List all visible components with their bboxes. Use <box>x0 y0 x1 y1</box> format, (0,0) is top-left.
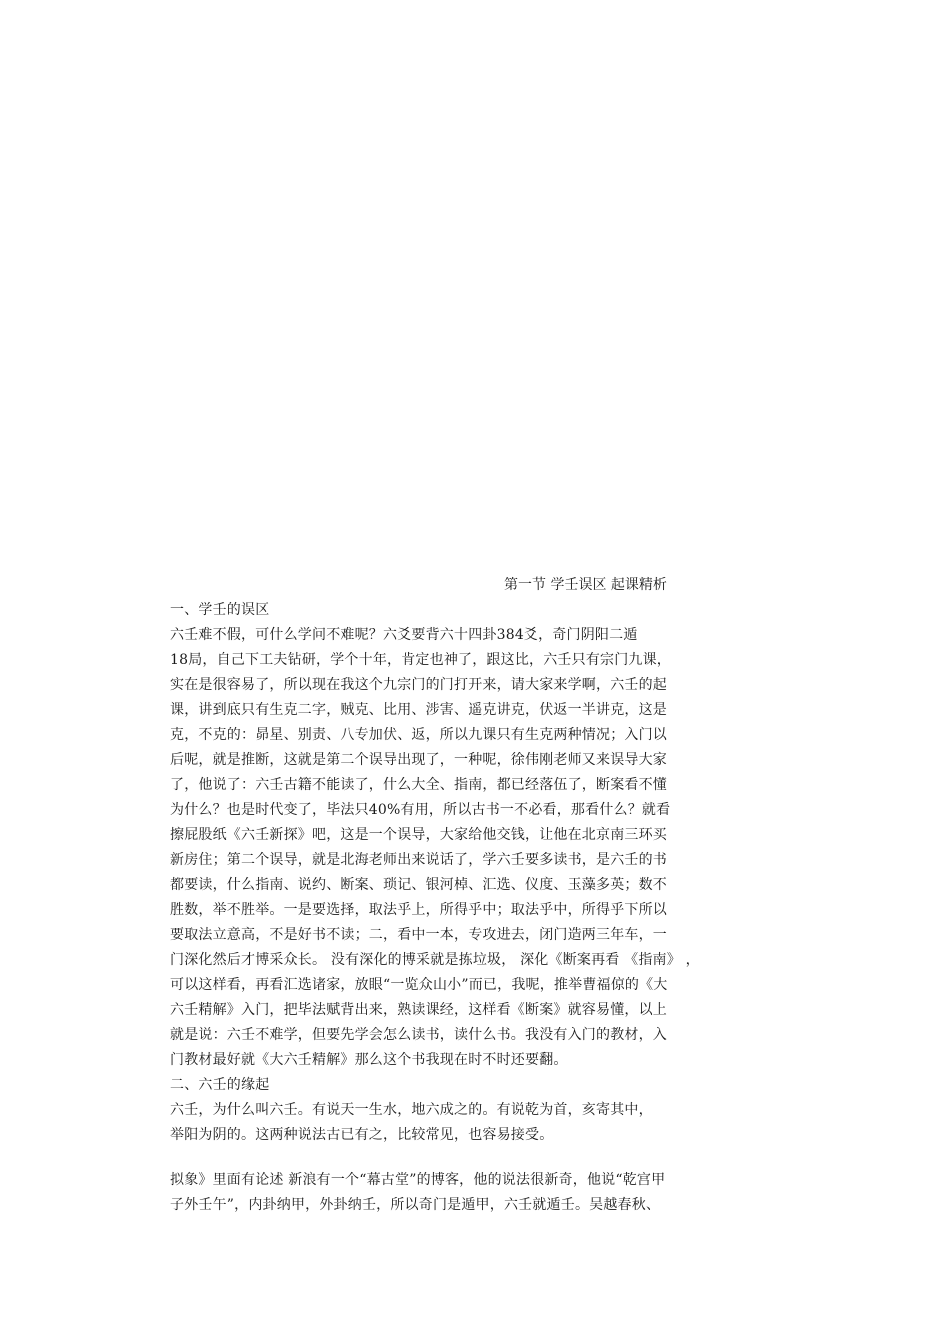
text-line: 要取法立意高，不是好书不读；二，看中一本，专攻进去，闭门造两三年车，一 <box>170 927 667 943</box>
text-line: 就是说：六壬不难学，但要先学会怎么读书，读什么书。我没有入门的教材，入 <box>170 1027 667 1043</box>
text-line: 子外壬午”，内卦纳甲，外卦纳壬，所以奇门是遁甲，六壬就遁壬。吴越春秋、 <box>170 1197 661 1213</box>
text-line: 后呢，就是推断，这就是第二个误导出现了，一种呢，徐伟刚老师又来误导大家 <box>170 752 667 768</box>
body-text-block-continued <box>170 1168 710 1218</box>
text-line: 门教材最好就《大六壬精解》那么这个书我现在时不时还要翻。 <box>170 1052 568 1068</box>
text-line: 门深化然后才博采众长。 没有深化的博采就是拣垃圾， 深化《断案再看 《指南》 ， <box>170 952 700 968</box>
text-line: 胜数，举不胜举。一是要选择，取法乎上，所得乎中；取法乎中，所得乎下所以 <box>170 902 667 918</box>
text-line: 拟象》里面有论述 新浪有一个“幕古堂”的博客，他的说法很新奇，他说“乾宫甲 <box>170 1172 666 1188</box>
text-line: 六壬精解》入门，把毕法赋背出来，熟读课经，这样看《断案》就容易懂，以上 <box>170 1002 667 1018</box>
text-line: 课，讲到底只有生克二字，贼克、比用、涉害、遥克讲克，伏返一半讲克，这是 <box>170 702 667 718</box>
text-line: 六壬难不假，可什么学问不难呢？六爻要背六十四卦384爻，奇门阴阳二遁 <box>170 627 638 643</box>
text-line: 18局，自己下工夫钻研，学个十年，肯定也神了，跟这比，六壬只有宗门九课， <box>170 652 672 668</box>
body-text-block <box>170 598 710 1148</box>
text-line: 为什么？也是时代变了，毕法只40%有用，所以古书一不必看，那看什么？就看 <box>170 802 671 818</box>
text-line: 了，他说了：六壬古籍不能读了，什么大全、指南，都已经落伍了，断案看不懂 <box>170 777 667 793</box>
text-line: 克，不克的：昴星、别责、八专加伏、返，所以九课只有生克两种情况；入门以 <box>170 727 667 743</box>
text-line: 擦屁股纸《六壬新探》吧，这是一个误导，大家给他交钱，让他在北京南三环买 <box>170 827 667 843</box>
text-line: 二、六壬的缘起 <box>170 1077 270 1093</box>
text-line: 实在是很容易了，所以现在我这个九宗门的门打开来，请大家来学啊，六壬的起 <box>170 677 667 693</box>
text-line: 举阳为阴的。这两种说法古已有之，比较常见，也容易接受。 <box>170 1127 554 1143</box>
section-title: 第一节 学壬误区 起课精析 <box>504 577 667 593</box>
text-line: 新房住；第二个误导，就是北海老师出来说话了，学六壬要多读书，是六壬的书 <box>170 852 667 868</box>
text-line: 六壬，为什么叫六壬。有说天一生水，地六成之的。有说乾为首，亥寄其中， <box>170 1102 653 1118</box>
text-line: 都要读，什么指南、说约、断案、琐记、银河棹、汇选、仪度、玉藻多英；数不 <box>170 877 667 893</box>
text-line: 可以这样看，再看汇选诸家，放眼“一览众山小”而已，我呢，推举曹福倞的《大 <box>170 977 668 993</box>
text-line: 一、学壬的误区 <box>170 602 270 618</box>
